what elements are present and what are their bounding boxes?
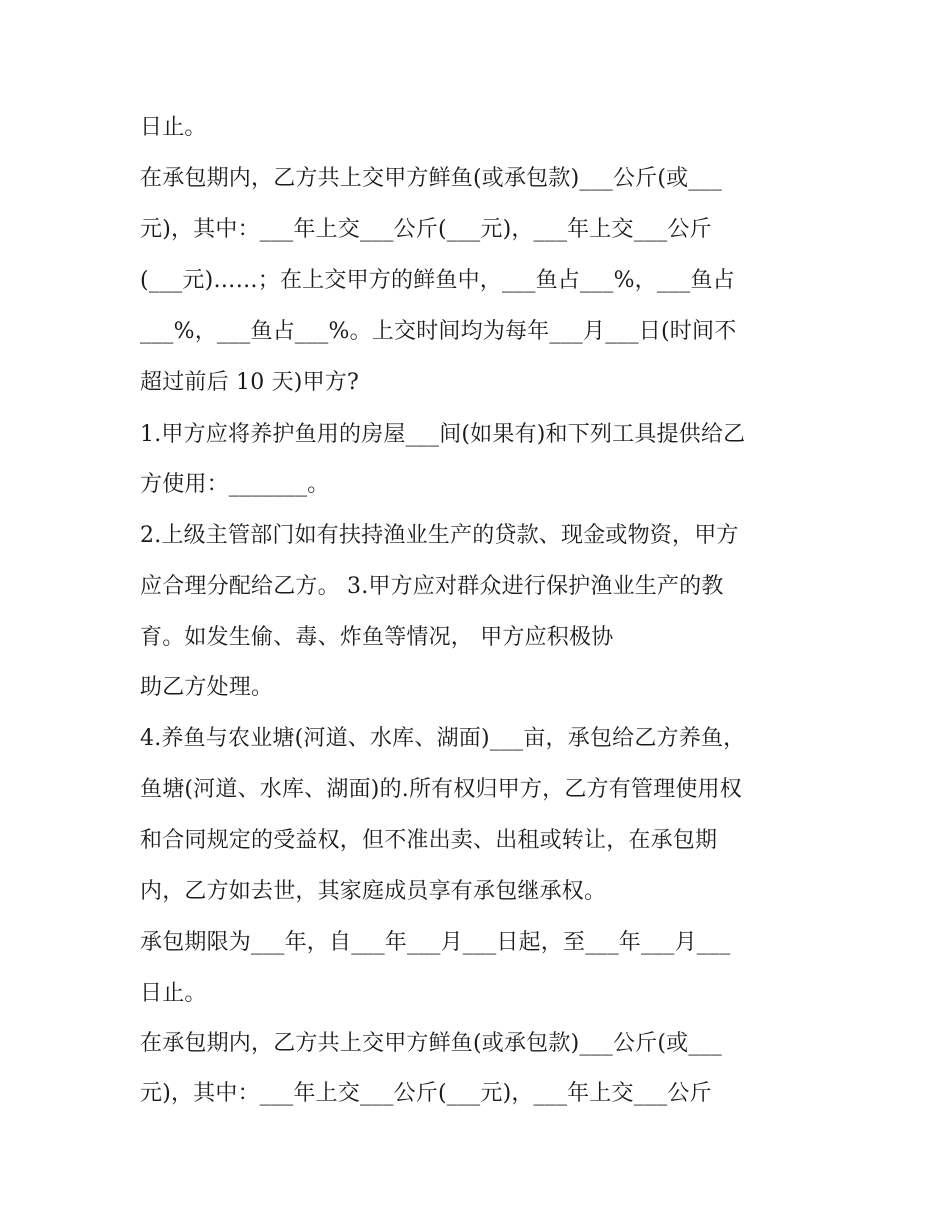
text-line: (___元)……；在上交甲方的鲜鱼中，___鱼占___%，___鱼占 [140, 268, 735, 293]
text-line: 在承包期内，乙方共上交甲方鲜鱼(或承包款)___公斤(或___ [140, 1031, 722, 1056]
text-line: 日止。 [140, 981, 207, 1006]
text-line: 承包期限为___年，自___年___月___日起，至___年___月___ [140, 930, 731, 955]
text-line: ___%，___鱼占___%。上交时间均为每年___月___日(时间不 [140, 319, 737, 344]
text-line: 方使用：_______。 [140, 472, 330, 497]
text-line: 4.养鱼与农业塘(河道、水库、湖面)___亩，承包给乙方养鱼， [140, 726, 746, 751]
text-line: 育。如发生偷、毒、炸鱼等情况， 甲方应积极协 [140, 625, 614, 650]
text-line: 元)，其中：___年上交___公斤(___元)，___年上交___公斤 [140, 217, 712, 242]
text-line: 2.上级主管部门如有扶持渔业生产的贷款、现金或物资，甲方 [140, 523, 739, 548]
text-line: 超过前后 10 天)甲方? [140, 370, 359, 395]
text-line: 内，乙方如去世，其家庭成员享有承包继承权。 [140, 879, 607, 904]
text-line: 鱼塘(河道、水库、湖面)的.所有权归甲方，乙方有管理使用权 [140, 777, 742, 802]
text-line: 和合同规定的受益权，但不准出卖、出租或转让，在承包期 [140, 828, 718, 853]
text-line: 元)，其中：___年上交___公斤(___元)，___年上交___公斤 [140, 1081, 712, 1106]
text-line: 助乙方处理。 [140, 675, 274, 700]
text-line: 日止。 [140, 115, 207, 140]
text-line: 应合理分配给乙方。 3.甲方应对群众进行保护渔业生产的教 [140, 574, 724, 599]
text-line: 1.甲方应将养护鱼用的房屋___间(如果有)和下列工具提供给乙 [140, 422, 746, 447]
text-line: 在承包期内，乙方共上交甲方鲜鱼(或承包款)___公斤(或___ [140, 166, 722, 191]
